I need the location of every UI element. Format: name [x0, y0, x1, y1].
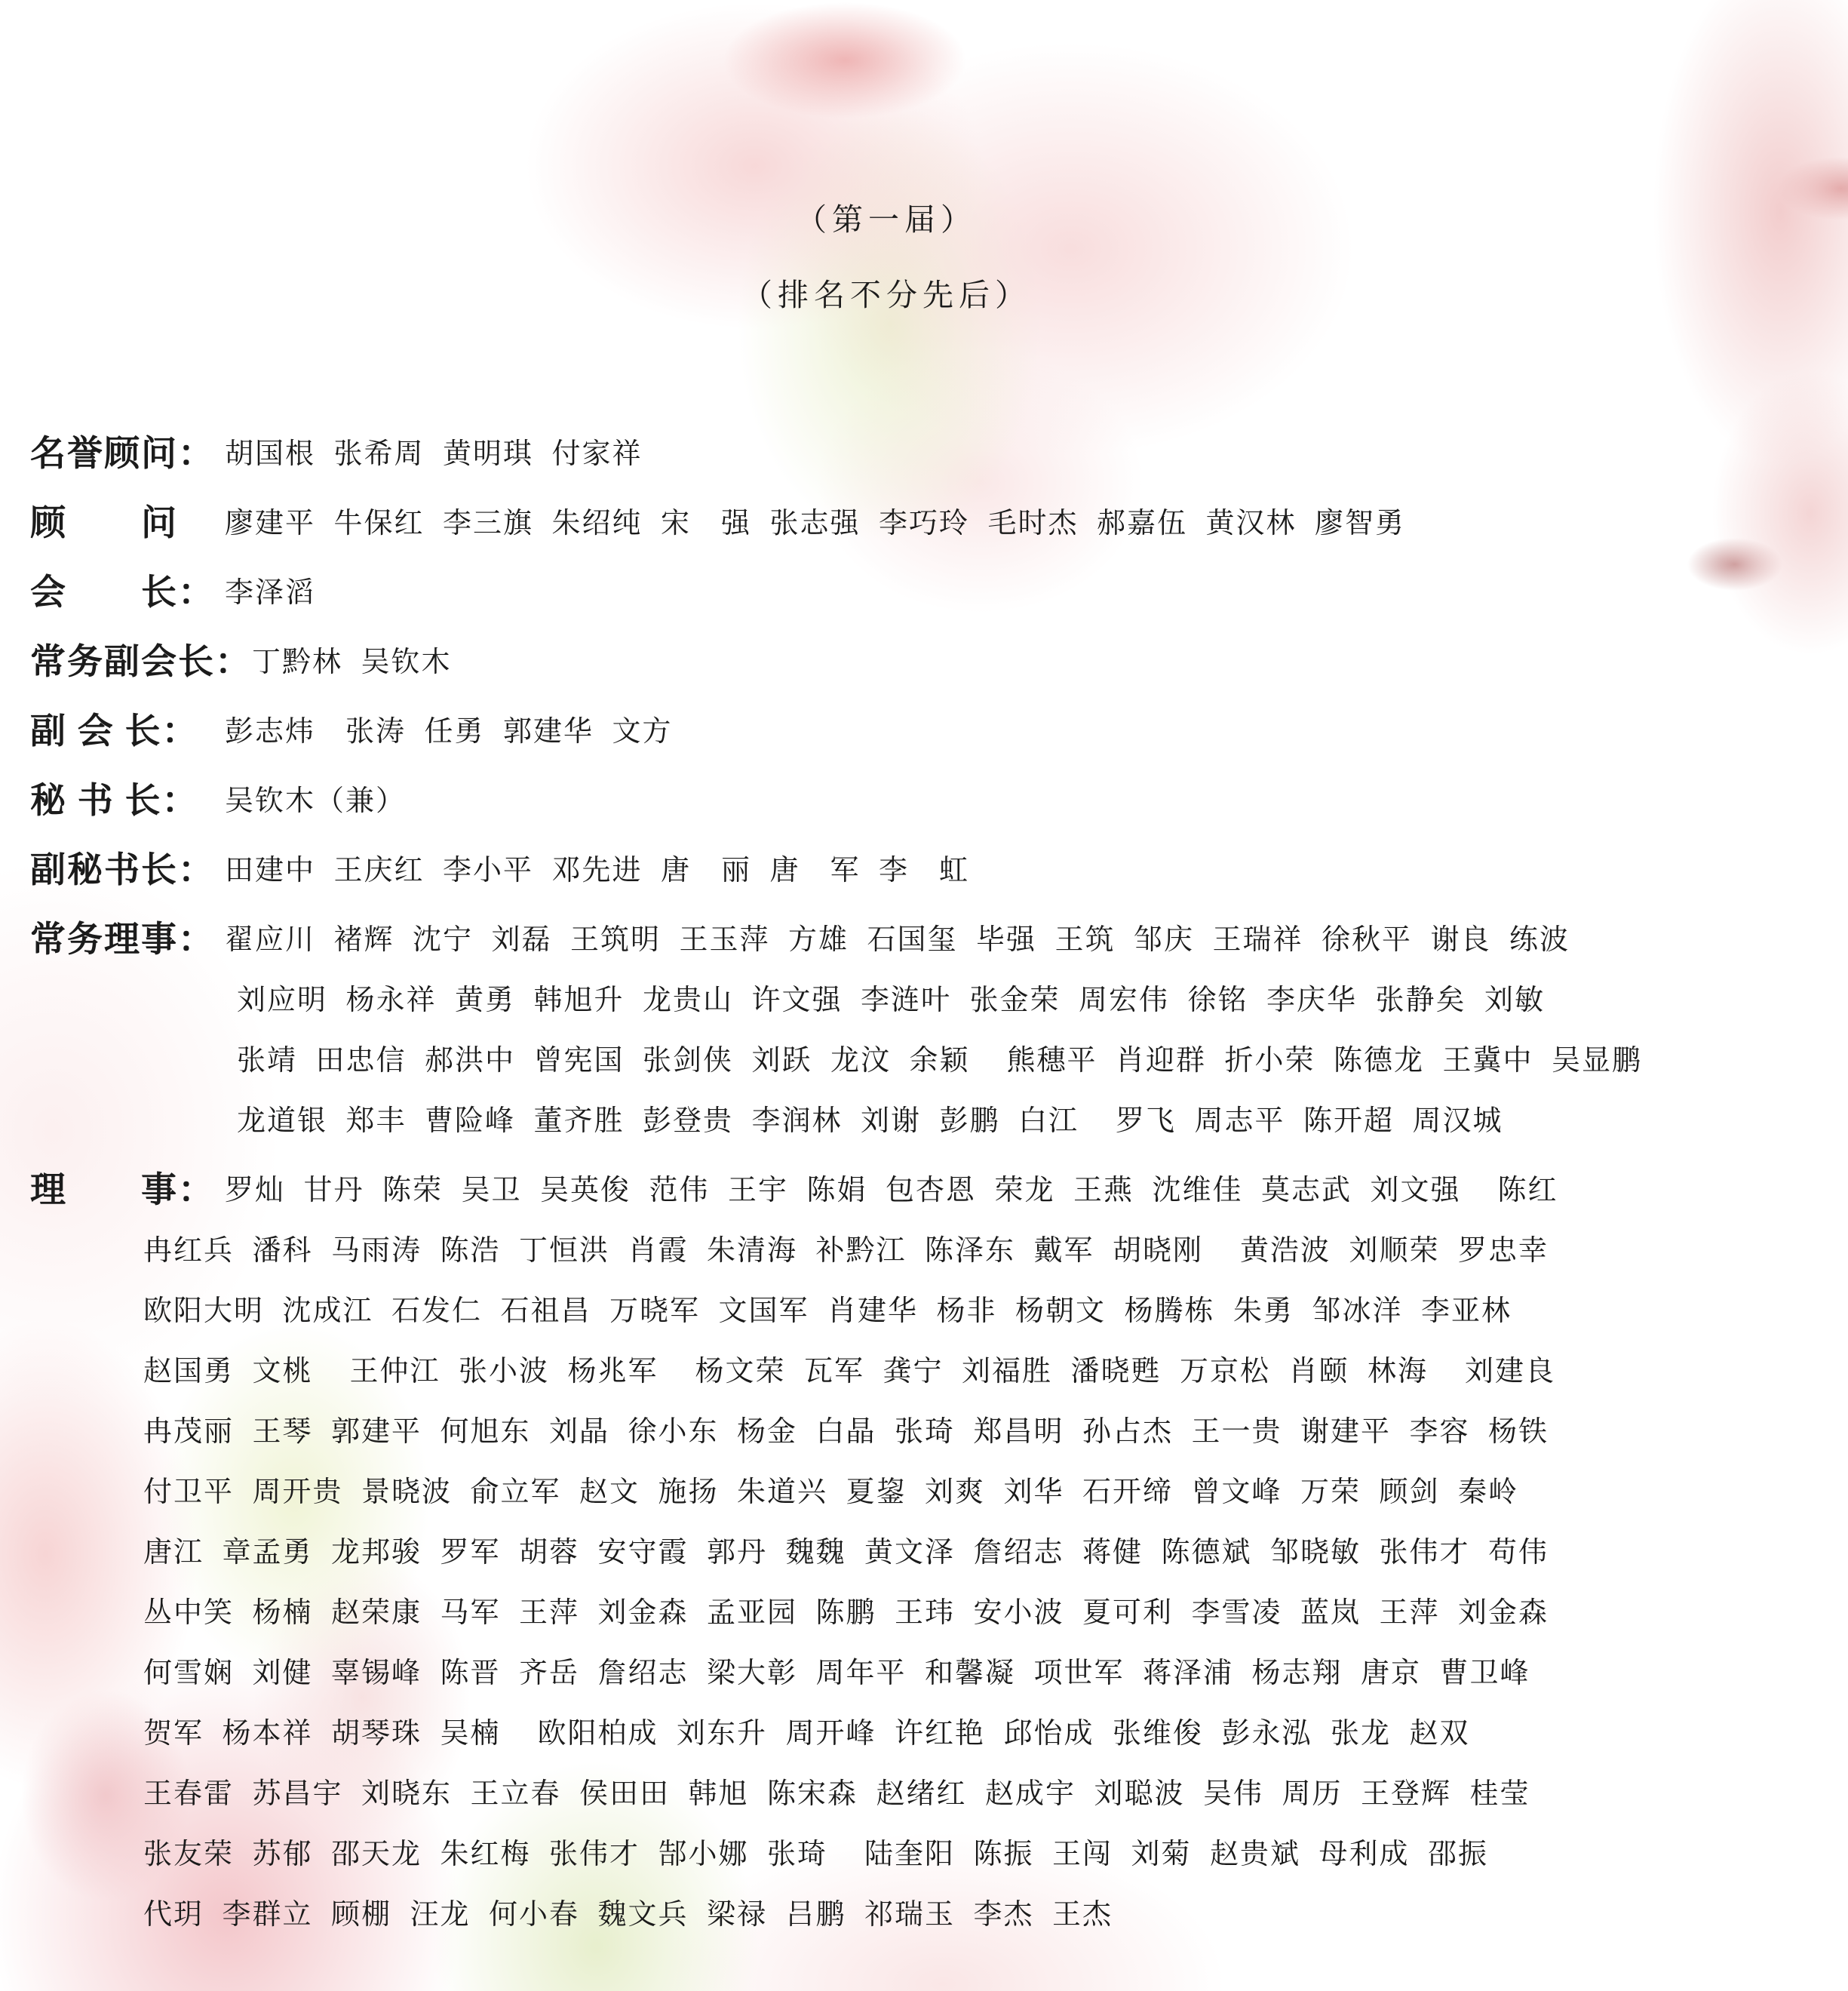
- section-label: 名誉顾问：: [30, 435, 215, 474]
- section-names: [252, 632, 1825, 693]
- section-names: [225, 424, 1825, 484]
- section-names: [225, 563, 1825, 623]
- section-names: [225, 702, 1825, 762]
- name-line: 冉茂丽 王琴 郭建平 何旭东 刘晶 徐小东 杨金 白晶 张琦 郑昌明 孙占杰 王一贵 谢建平 李容 杨铁: [143, 1416, 1549, 1448]
- ranking-note: （排名不分先后）: [741, 278, 1031, 312]
- name-line: 廖建平 牛保红 李三旗 朱绍纯 宋 强 张志强 李巧玲 毛时杰 郝嘉伍 黄汉林 廖智勇: [225, 508, 1406, 539]
- document-header: [30, 198, 1742, 317]
- name-line: 何雪娴 刘健 辜锡峰 陈晋 齐岳 詹绍志 梁大彰 周年平 和馨凝 项世军 蒋泽浦 杨志翔 唐京 曹卫峰: [143, 1658, 1530, 1689]
- section-secretary-general: [30, 771, 1825, 831]
- section-directors: [30, 1160, 1825, 1945]
- section-names: [225, 910, 1825, 1151]
- name-line: 刘应明 杨永祥 黄勇 韩旭升 龙贵山 许文强 李涟叶 张金荣 周宏伟 徐铭 李庆华 张静矣 刘敏: [237, 985, 1546, 1016]
- name-line: 丛中笑 杨楠 赵荣康 马军 王萍 刘金森 孟亚园 陈鹏 王玮 安小波 夏可利 李雪凌 蓝岚 王萍 刘金森: [143, 1597, 1549, 1629]
- section-label: 理 事：: [30, 1171, 215, 1210]
- name-line: 唐江 章孟勇 龙邦骏 罗军 胡蓉 安守霞 郭丹 魏魏 黄文泽 詹绍志 蒋健 陈德斌 邹晓敏 张伟才 苟伟: [143, 1537, 1549, 1569]
- name-line: 丁黔林 吴钦木: [252, 647, 452, 678]
- name-line: 赵国勇 文桃 王仲江 张小波 杨兆军 杨文荣 瓦军 龚宁 刘福胜 潘晓甦 万京松 肖颐 林海 刘建良: [143, 1356, 1556, 1387]
- name-line: 罗灿 甘丹 陈荣 吴卫 吴英俊 范伟 王宇 陈娟 包杏恩 荣龙 王燕 沈维佳 莫志武 刘文强 陈红: [225, 1175, 1558, 1206]
- name-line: 胡国根 张希周 黄明琪 付家祥: [225, 438, 643, 470]
- section-label: 顾 问: [30, 504, 178, 543]
- section-executive-directors: [30, 910, 1825, 1151]
- section-label: 常务副会长：: [30, 643, 252, 682]
- section-honorary-advisors: [30, 424, 1825, 484]
- section-executive-vice-presidents: [30, 632, 1825, 693]
- name-line: 彭志炜 张涛 任勇 郭建华 文方: [225, 716, 673, 748]
- name-line: 龙道银 郑丰 曹险峰 董齐胜 彭登贵 李润林 刘谢 彭鹏 白江 罗飞 周志平 陈开超 周汉城: [237, 1105, 1503, 1137]
- name-line: 田建中 王庆红 李小平 邓先进 唐 丽 唐 军 李 虹: [225, 855, 970, 886]
- section-advisors: [30, 493, 1825, 554]
- section-names: [225, 840, 1825, 901]
- section-vice-presidents: [30, 702, 1825, 762]
- section-deputy-secretaries-general: [30, 840, 1825, 901]
- name-line: 吴钦木（兼）: [225, 785, 407, 817]
- name-line: 付卫平 周开贵 景晓波 俞立军 赵文 施扬 朱道兴 夏鋆 刘爽 刘华 石开缔 曾文峰 万荣 顾剑 秦岭: [143, 1476, 1519, 1508]
- name-line: 代玥 李群立 顾棚 汪龙 何小春 魏文兵 梁禄 吕鹏 祁瑞玉 李杰 王杰: [143, 1899, 1113, 1931]
- name-line: 王春雷 苏昌宇 刘晓东 王立春 侯田田 韩旭 陈宋森 赵绪红 赵成宇 刘聪波 吴伟 周历 王登辉 桂莹: [143, 1778, 1530, 1810]
- section-label: 常务理事：: [30, 920, 215, 960]
- section-president: [30, 563, 1825, 623]
- section-label: 副 会 长：: [30, 712, 199, 751]
- name-line: 张友荣 苏郁 邵天龙 朱红梅 张伟才 郜小娜 张琦 陆奎阳 陈振 王闯 刘菊 赵贵斌 母利成 邵振: [143, 1839, 1489, 1870]
- name-line: 欧阳大明 沈成江 石发仁 石祖昌 万晓军 文国军 肖建华 杨非 杨朝文 杨腾栋 朱勇 邹冰洋 李亚林: [143, 1295, 1512, 1327]
- section-names: [143, 1160, 1825, 1945]
- section-names: [225, 493, 1825, 554]
- name-line: 贺军 杨本祥 胡琴珠 吴楠 欧阳柏成 刘东升 周开峰 许红艳 邱怡成 张维俊 彭永泓 张龙 赵双: [143, 1718, 1470, 1750]
- name-line: 张靖 田忠信 郝洪中 曾宪国 张剑侠 刘跃 龙汶 余颖 熊穗平 肖迎群 折小荣 陈德龙 王冀中 吴显鹏: [237, 1045, 1643, 1077]
- section-label: 秘 书 长：: [30, 782, 199, 821]
- name-line: 翟应川 褚辉 沈宁 刘磊 王筑明 王玉萍 方雄 石国玺 毕强 王筑 邹庆 王瑞祥 徐秋平 谢良 练波: [225, 924, 1570, 956]
- name-line: 李泽滔: [225, 577, 316, 609]
- session-title: （第一届）: [796, 202, 977, 237]
- name-line: 冉红兵 潘科 马雨涛 陈浩 丁恒洪 肖霞 朱清海 补黔江 陈泽东 戴军 胡晓刚 黄浩波 刘顺荣 罗忠幸: [143, 1235, 1549, 1267]
- section-label: 副秘书长：: [30, 851, 215, 890]
- section-names: [225, 771, 1825, 831]
- section-label: 会 长：: [30, 573, 215, 613]
